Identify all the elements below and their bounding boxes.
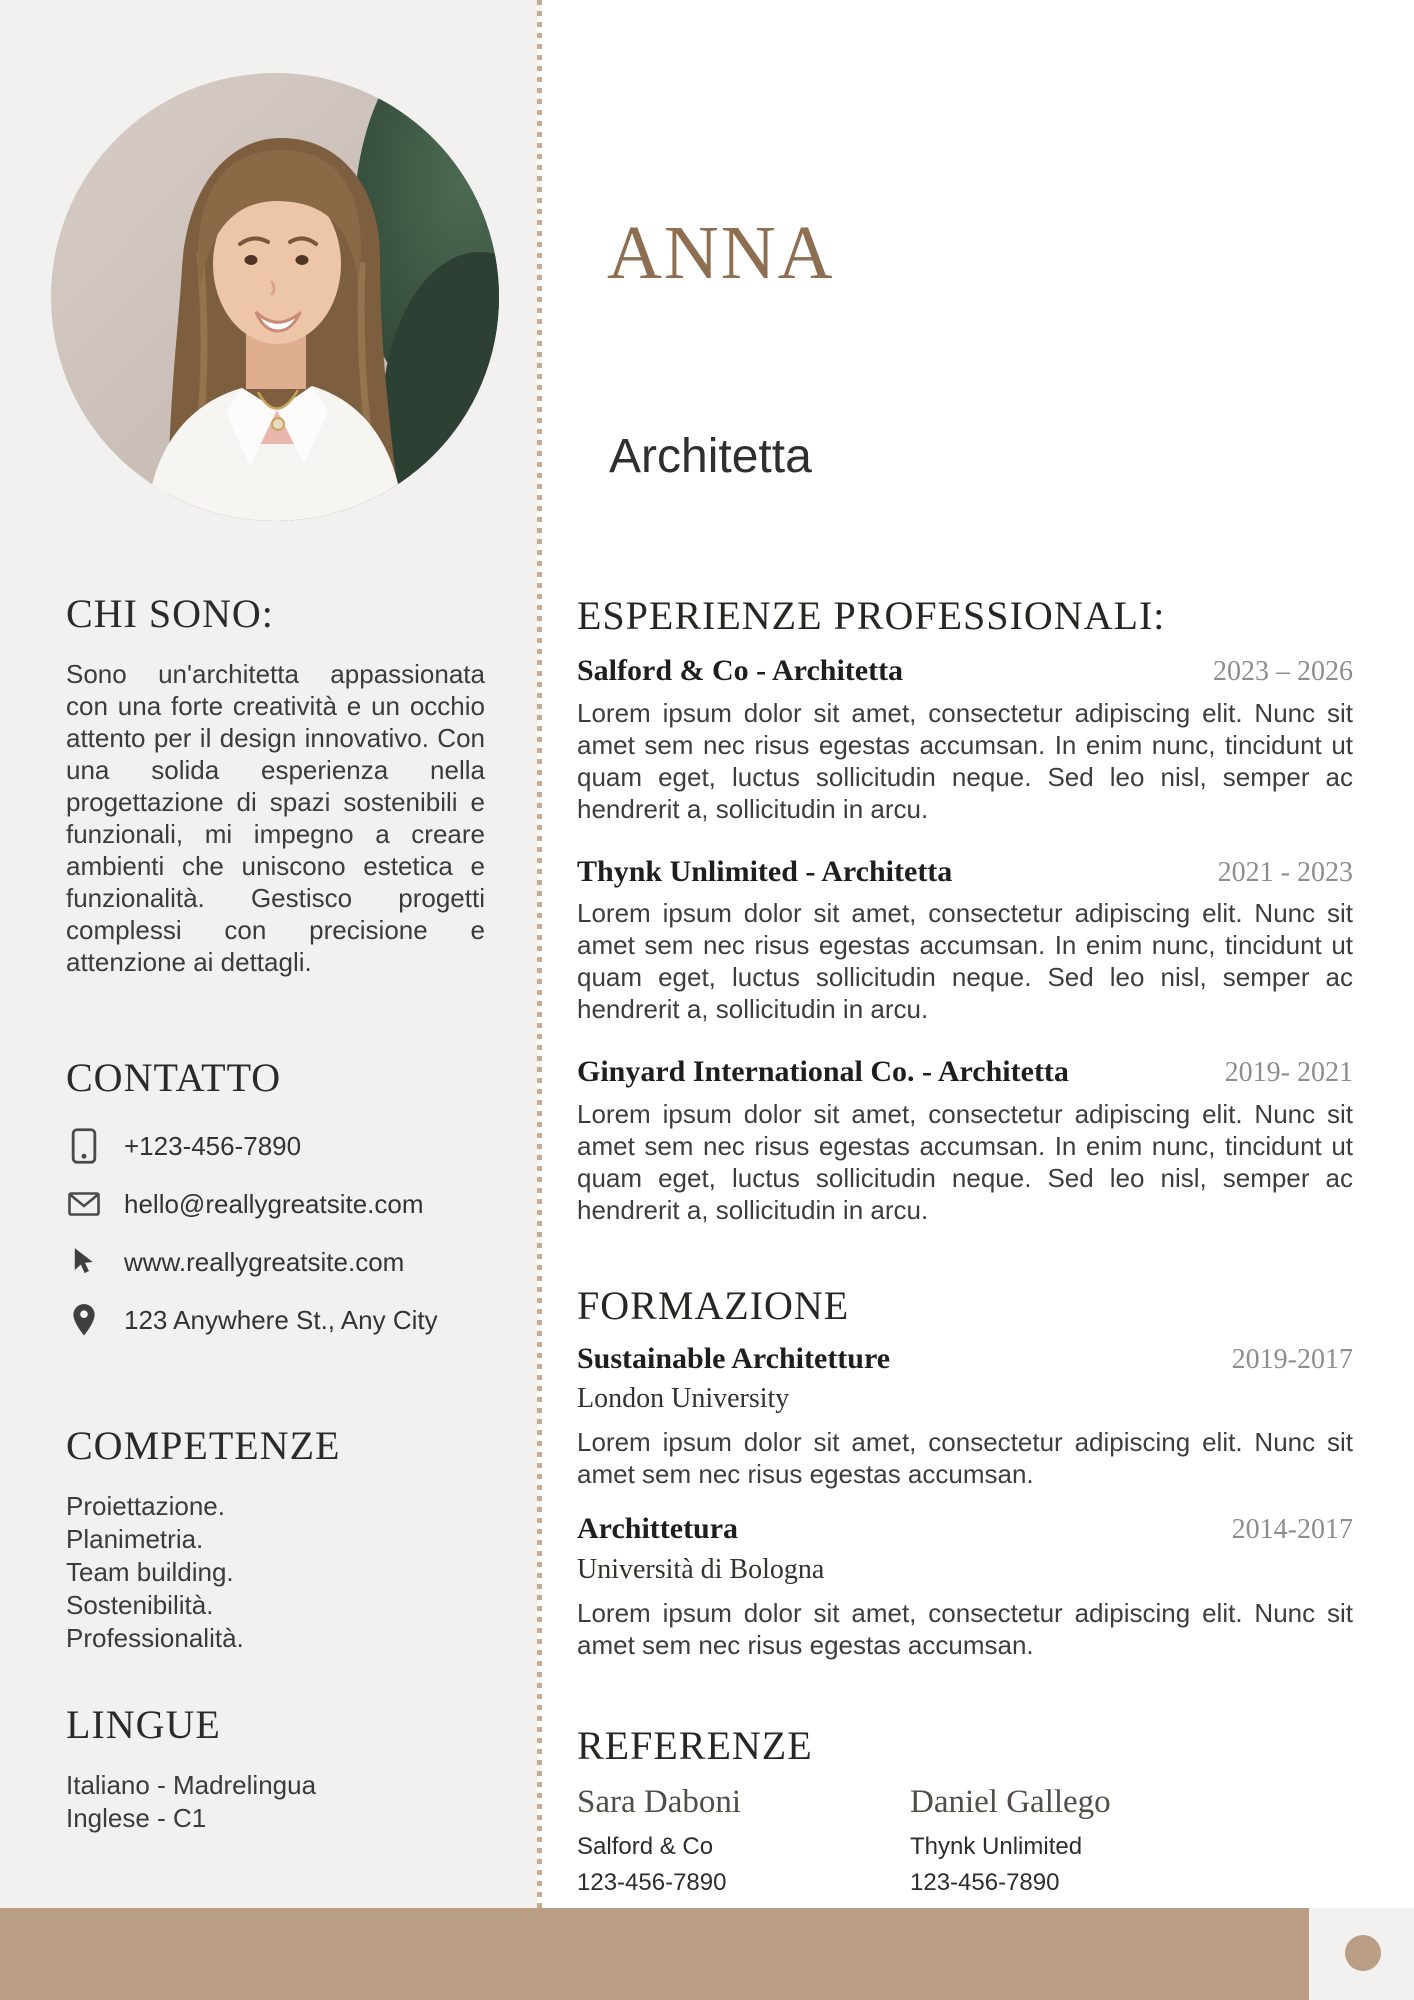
- language-item: Inglese - C1: [66, 1803, 207, 1833]
- education-description: Lorem ipsum dolor sit amet, consectetur adipiscing elit. Nunc sit amet sem nec risus egestas accumsan.: [577, 1427, 1353, 1489]
- experience-dates: 2021 - 2023: [1217, 856, 1353, 888]
- experience-item: [577, 654, 1353, 825]
- experience-description: Lorem ipsum dolor sit amet, consectetur adipiscing elit. Nunc sit amet sem nec risus egestas accumsan. In enim nunc, tincidunt ut quam eget, luctus sollicitudin neque. Sed leo nisl, semper ac hendrerit a, sollicitudin in arcu.: [577, 697, 1353, 824]
- street-address: 123 Anywhere St., Any City: [124, 1304, 438, 1335]
- languages-list: [66, 1769, 485, 1835]
- portrait-illustration: [50, 72, 500, 522]
- envelope-icon: [66, 1192, 102, 1216]
- skill-item: Proiettazione.: [66, 1491, 225, 1521]
- education-section: [577, 1282, 1353, 1661]
- education-description: Lorem ipsum dolor sit amet, consectetur adipiscing elit. Nunc sit amet sem nec risus egestas accumsan.: [577, 1597, 1353, 1660]
- education-title: Sustainable Architetture: [577, 1341, 891, 1375]
- education-school: Università di Bologna: [577, 1553, 825, 1585]
- main-content: [542, 0, 1414, 1908]
- experience-item: [577, 855, 1353, 1026]
- experience-heading: ESPERIENZE PROFESSIONALI:: [577, 593, 1166, 638]
- references-heading: REFERENZE: [577, 1722, 813, 1768]
- experience-title: Ginyard International Co. - Architetta: [577, 1055, 1069, 1088]
- experience-description: Lorem ipsum dolor sit amet, consectetur adipiscing elit. Nunc sit amet sem nec risus egestas accumsan. In enim nunc, tincidunt ut quam eget, luctus sollicitudin neque. Sed leo nisl, semper ac hendrerit a, sollicitudin in arcu.: [577, 1098, 1353, 1225]
- website-url: www.reallygreatsite.com: [124, 1246, 405, 1277]
- name-title: ANNA: [607, 211, 835, 295]
- cursor-icon: [66, 1247, 102, 1277]
- references-section: [577, 1722, 1353, 1931]
- footer-dot: [1345, 1935, 1381, 1971]
- languages-heading: LINGUE: [66, 1702, 221, 1747]
- smartphone-icon: [66, 1127, 102, 1165]
- experience-section: [577, 593, 1353, 1226]
- experience-dates: 2019- 2021: [1224, 1057, 1353, 1088]
- education-dates: 2019-2017: [1231, 1343, 1353, 1375]
- contact-item-website: [66, 1242, 485, 1282]
- contact-item-phone: [66, 1126, 485, 1166]
- about-heading: CHI SONO:: [66, 591, 274, 636]
- footer-corner: [1309, 1908, 1414, 2000]
- skills-list: [66, 1490, 485, 1655]
- skills-heading: COMPETENZE: [66, 1423, 341, 1468]
- skill-item: Professionalità.: [66, 1623, 244, 1653]
- education-school: London University: [577, 1383, 790, 1414]
- reference-name: Daniel Gallego: [910, 1783, 1111, 1820]
- reference-phone: 123-456-7890: [910, 1868, 1060, 1896]
- experience-title: Thynk Unlimited - Architetta: [577, 854, 953, 888]
- profile-photo: [50, 72, 500, 522]
- experience-description: Lorem ipsum dolor sit amet, consectetur adipiscing elit. Nunc sit amet sem nec risus egestas accumsan. In enim nunc, tincidunt ut quam eget, luctus sollicitudin neque. Sed leo nisl, semper ac hendrerit a, sollicitudin in arcu.: [577, 898, 1353, 1024]
- footer-bar: [0, 1908, 1309, 2000]
- skill-item: Sostenibilità.: [66, 1590, 214, 1620]
- contact-item-address: [66, 1300, 485, 1340]
- skill-item: Planimetria.: [66, 1524, 204, 1554]
- experience-dates: 2023 – 2026: [1213, 656, 1353, 687]
- education-item: [577, 1512, 1353, 1661]
- experience-item: [577, 1055, 1353, 1226]
- contact-item-email: [66, 1184, 485, 1224]
- contact-list: [66, 1126, 485, 1340]
- experience-title: Salford & Co - Architetta: [577, 654, 904, 687]
- sidebar: [0, 0, 537, 1908]
- skill-item: Team building.: [66, 1557, 234, 1587]
- education-item: [577, 1342, 1353, 1491]
- education-title: Archittetura: [577, 1512, 739, 1545]
- reference-phone: 123-456-7890: [577, 1868, 727, 1896]
- reference-company: Salford & Co: [577, 1832, 714, 1860]
- education-dates: 2014-2017: [1231, 1514, 1353, 1545]
- reference-name: Sara Daboni: [577, 1783, 742, 1820]
- contact-heading: CONTATTO: [66, 1055, 282, 1100]
- phone-number: +123-456-7890: [124, 1130, 302, 1161]
- email-address: hello@reallygreatsite.com: [124, 1188, 424, 1219]
- reference-company: Thynk Unlimited: [910, 1832, 1083, 1860]
- language-item: Italiano - Madrelingua: [66, 1770, 317, 1800]
- location-pin-icon: [66, 1303, 102, 1337]
- job-title: Architetta: [609, 430, 812, 483]
- education-heading: FORMAZIONE: [577, 1282, 850, 1328]
- about-text: Sono un'architetta appassionata con una forte creatività e un occhio attento per il design innovativo. Con una solida esperienza nella progettazione di spazi sostenibili e funzionali, mi impegno a creare ambienti che uniscono estetica e funzionalità. Gestisco progetti complessi con precisione e attenzione ai dettagli.: [66, 659, 485, 977]
